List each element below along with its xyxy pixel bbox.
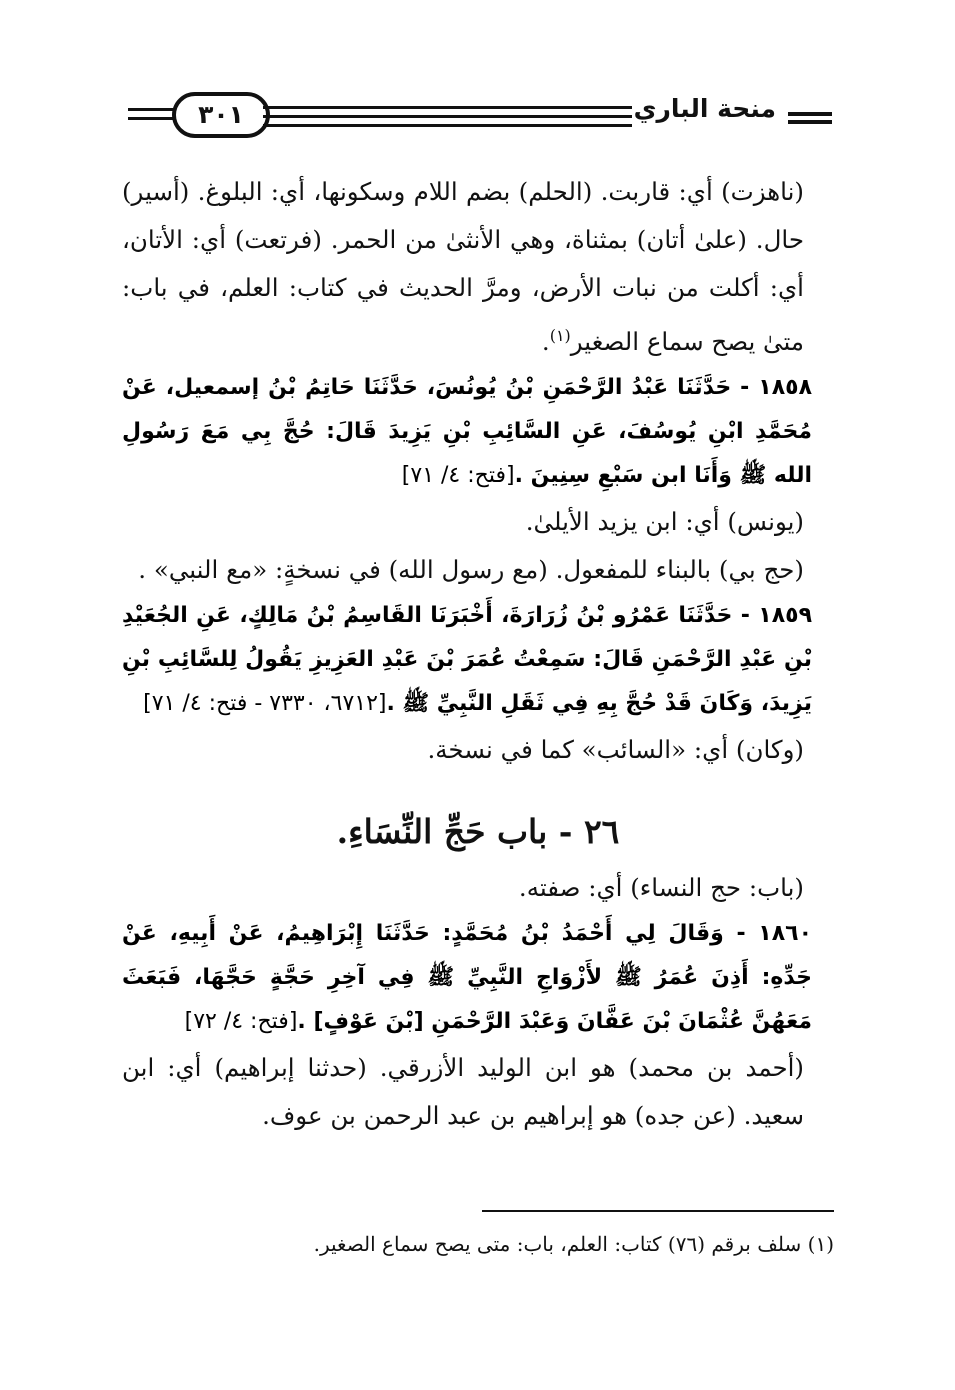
hadith-reference: [٦٧١٢، ٧٣٣٠ - فتح: ٤/ ٧١] [143,691,387,717]
footnote-marker: (١) [549,326,571,345]
footnote-divider [482,1210,834,1212]
hadith-1858: ١٨٥٨ - حَدَّثَنَا عَبْدُ الرَّحْمَنِ بْنُ يُونُسَ، حَدَّثَنَا حَاتِمُ بْنُ إسمعيل، عَنْ مُحَمَّدِ ابْنِ يُوسُفَ، عَنِ السَّائِبِ بْنِ يَزِيدَ قَالَ: حُجَّ بِي مَعَ رَسُولِ الله ﷺ وَأَنَا ابن سَبْعِ سِنِينَ .[فتح: ٤/ ٧١] [122,375,812,489]
header-rule [263,124,632,127]
commentary-paragraph: (حج بي) بالبناء للمفعول. (مع رسول الله) في نسخةٍ: «مع النبي» . [138,555,804,585]
footnote: (١) سلف برقم (٧٦) كتاب: العلم، باب: متى يصح سماع الصغير. [313,1232,834,1256]
header-dash [788,112,832,116]
hadith-reference: [فتح: ٤/ ٧٢] [184,1009,298,1035]
page-body [122,168,834,1140]
header-rule [263,106,632,109]
book-title: منحة الباري [633,94,776,123]
chapter-title: ٢٦ - باب حَجِّ النِّسَاءِ. [336,812,620,852]
commentary-paragraph: (أحمد بن محمد) هو ابن الوليد الأزرقي. (حدثنا إبراهيم) أي: ابن سعيد. (عن جده) هو إبراهيم بن عبد الرحمن بن عوف. [122,1053,804,1131]
commentary-paragraph: (ناهزت) أي: قاربت. (الحلم) بضم اللام وسكونها، أي: البلوغ. (أسير) حال. (علىٰ أتان) بمثناة، وهي الأنثىٰ من الحمر. (فرتعت) أي: الأتان، أي: أكلت من نبات الأرض، ومرَّ الحديث في كتاب: العلم، في باب: متىٰ يصح سماع الصغير$^{(١)}$. [122,177,804,357]
commentary-paragraph: (يونس) أي: ابن يزيد الأيلىٰ. [525,507,804,537]
page-header [128,88,832,140]
hadith-reference: [فتح: ٤/ ٧١] [401,463,515,489]
header-ornament-rule [128,117,176,120]
hadith-1859: ١٨٥٩ - حَدَّثَنَا عَمْرُو بْنُ زُرَارَةَ، أَخْبَرَنَا القَاسِمُ بْنُ مَالِكٍ، عَنِ الجُعَيْدِ بْنِ عَبْدِ الرَّحْمَنِ قَالَ: سَمِعْتُ عُمَرَ بْنَ عَبْدِ العَزِيزِ يَقُولُ لِلسَّائِبِ بْنِ يَزِيدَ، وَكَانَ قَدْ حُجَّ بِهِ فِي ثَقَلِ النَّبِيِّ ﷺ .[٦٧١٢، ٧٣٣٠ - فتح: ٤/ ٧١] [122,603,812,717]
page-number: ٣٠١ [172,92,270,138]
hadith-1860: ١٨٦٠ - وَقَالَ لِي أَحْمَدُ بْنُ مُحَمَّدٍ: حَدَّثَنَا إِبْرَاهِيمُ، عَنْ أَبِيهِ، عَنْ جَدِّهِ: أَذِنَ عُمَرُ ﷺ لأَزْوَاجِ النَّبِيِّ ﷺ فِي آخِرِ حَجَّةٍ حَجَّهَا، فَبَعَثَ مَعَهُنَّ عُثْمَانَ بْنَ عَفَّانَ وَعَبْدَ الرَّحْمَنِ [بْنَ عَوْفٍ] .[فتح: ٤/ ٧٢] [122,921,812,1035]
commentary-paragraph: (وكان) أي: «السائب» كما في نسخة. [427,735,804,765]
header-ornament-rule [128,108,176,111]
header-dash [788,120,832,124]
header-rule [263,115,632,118]
commentary-paragraph: (باب: حج النساء) أي: صفته. [518,873,804,903]
